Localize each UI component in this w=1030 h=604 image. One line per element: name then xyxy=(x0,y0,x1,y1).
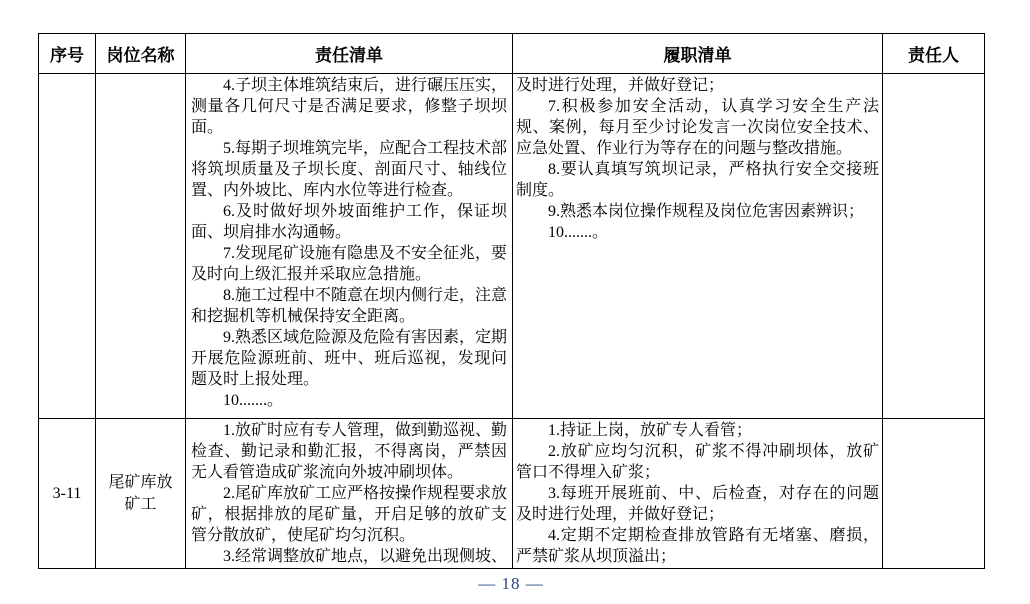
table-row xyxy=(39,419,985,569)
list-item: 10.......。 xyxy=(548,224,609,241)
cell-duty-list xyxy=(513,74,883,419)
list-item: 7.积极参加安全活动，认真学习安全生产法规、案例，每月至少讨论发言一次岗位安全技术、应急处置、作业行为等存在的问题与整改措施。 xyxy=(516,98,879,157)
header-responsible-person: 责任人 xyxy=(883,34,985,74)
cell-position-name xyxy=(96,74,186,419)
list-item: 2.放矿应均匀沉积，矿浆不得冲刷坝体，放矿管口不得埋入矿浆； xyxy=(516,443,879,481)
list-item: 10.......。 xyxy=(223,392,284,409)
list-item: 6.及时做好坝外坡面维护工作，保证坝面、坝肩排水沟通畅。 xyxy=(191,203,507,241)
cell-duty-list xyxy=(513,419,883,569)
list-item: 9.熟悉区域危险源及危险有害因素，定期开展危险源班前、班中、班后巡视，发现问题及时上报处理。 xyxy=(191,329,508,388)
header-position-name: 岗位名称 xyxy=(96,34,186,74)
header-duty-list: 履职清单 xyxy=(513,34,883,74)
table-row xyxy=(39,74,985,419)
list-item: 2.尾矿库放矿工应严格按操作规程要求放矿，根据排放的尾矿量，开启足够的放矿支管分散放矿，使尾矿均匀沉积。 xyxy=(191,485,508,544)
list-item: 4.子坝主体堆筑结束后，进行碾压压实，测量各几何尺寸是否满足要求，修整子坝坝面。 xyxy=(191,77,508,136)
list-item: 3.每班开展班前、中、后检查，对存在的问题及时进行处理，并做好登记； xyxy=(516,485,879,523)
responsibility-table xyxy=(38,33,985,569)
cell-index xyxy=(39,74,96,419)
list-item: 7.发现尾矿设施有隐患及不安全征兆，要及时向上级汇报并采取应急措施。 xyxy=(191,245,508,283)
list-item: 8.施工过程中不随意在坝内侧行走，注意和挖掘机等机械保持安全距离。 xyxy=(191,287,508,325)
list-item: 4.定期不定期检查排放管路有无堵塞、磨损，严禁矿浆从坝顶溢出； xyxy=(516,527,879,565)
cell-responsible-person xyxy=(883,74,985,419)
list-item: 8.要认真填写筑坝记录，严格执行安全交接班制度。 xyxy=(516,161,879,199)
header-index: 序号 xyxy=(39,34,96,74)
cell-responsibility-list xyxy=(186,419,513,569)
cell-responsible-person xyxy=(883,419,985,569)
header-responsibility-list: 责任清单 xyxy=(186,34,513,74)
list-item: 3.经常调整放矿地点，以避免出现侧坡、 xyxy=(223,548,508,565)
page-number: — 18 — xyxy=(478,574,544,593)
list-item: 9.熟悉本岗位操作规程及岗位危害因素辨识； xyxy=(548,203,865,220)
list-item: 1.持证上岗，放矿专人看管； xyxy=(548,422,753,439)
list-item-continuation: 及时进行处理，并做好登记； xyxy=(516,77,725,94)
cell-index: 3-11 xyxy=(39,419,96,569)
cell-responsibility-list xyxy=(186,74,513,419)
cell-position-name: 尾矿库放矿工 xyxy=(96,419,186,569)
list-item: 5.每期子坝堆筑完毕，应配合工程技术部将筑坝质量及子坝长度、剖面尺寸、轴线位置、内外坡比、库内水位等进行检查。 xyxy=(191,140,508,199)
list-item: 1.放矿时应有专人管理，做到勤巡视、勤检查、勤记录和勤汇报，不得离岗，严禁因无人看管造成矿浆流向外坡冲刷坝体。 xyxy=(191,422,508,481)
table-header-row xyxy=(39,34,985,74)
